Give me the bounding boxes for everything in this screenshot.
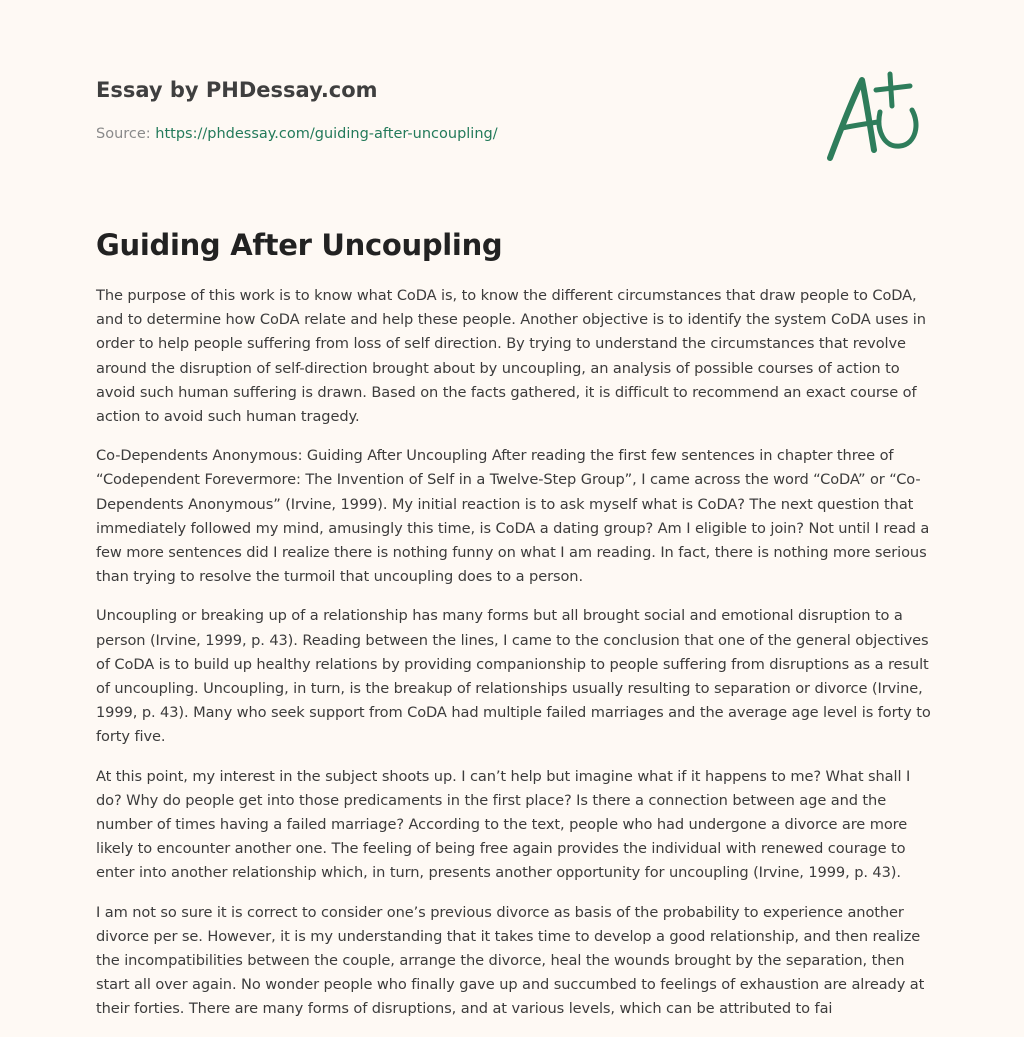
page-header bbox=[96, 76, 796, 144]
source-line bbox=[96, 124, 796, 144]
source-link[interactable]: https://phdessay.com/guiding-after-uncoupling/ bbox=[155, 126, 498, 142]
source-label: Source: bbox=[96, 126, 151, 142]
essay-paragraph: Uncoupling or breaking up of a relationship has many forms but all brought social and emotional disruption to a person (Irvine, 1999, p. 43). Reading between the lines, I came to the conclusion that one of the general objectives of CoDA is to build up healthy relations by providing companionship to people suffering from disruptions as a result of uncoupling. Uncoupling, in turn, is the breakup of relationships usually resulting to separation or divorce (Irvine, 1999, p. 43). Many who seek support from CoDA had multiple failed marriages and the average age level is forty to forty five. bbox=[96, 607, 931, 746]
essay-paragraph: The purpose of this work is to know what CoDA is, to know the different circumstances that draw people to CoDA, and to determine how CoDA relate and help these people. Another objective is to identify the system CoDA uses in order to help people suffering from loss of self direction. By trying to understand the circumstances that revolve around the disruption of self-direction brought about by uncoupling, an analysis of possible courses of action to avoid such human suffering is drawn. Based on the facts gathered, it is difficult to recommend an exact course of action to avoid such human tragedy. bbox=[96, 287, 926, 426]
a-plus-logo-icon bbox=[820, 66, 930, 166]
site-title: Essay by PHDessay.com bbox=[96, 78, 378, 102]
essay-body bbox=[96, 284, 936, 1037]
essay-paragraph: At this point, my interest in the subject shoots up. I can’t help but imagine what if it happens to me? What shall I do? Why do people get into those predicaments in the first place? Is there a connection between age and the number of times having a failed marriage? According to the text, people who had undergone a divorce are more likely to encounter another one. The feeling of being free again provides the individual with renewed courage to enter into another relationship which, in turn, presents another opportunity for uncoupling (Irvine, 1999, p. 43). bbox=[96, 767, 911, 882]
document-title: Guiding After Uncoupling bbox=[96, 228, 503, 262]
essay-paragraph: Co-Dependents Anonymous: Guiding After Uncoupling After reading the first few sentences in chapter three of “Codependent Forevermore: The Invention of Self in a Twelve-Step Group”, I came across the word “CoDA” or “Co-Dependents Anonymous” (Irvine, 1999). My initial reaction is to ask myself what is CoDA? The next question that immediately followed my mind, amusingly this time, is CoDA a dating group? Am I eligible to join? Not until I read a few more sentences did I realize there is nothing funny on what I am reading. In fact, there is nothing more serious than trying to resolve the turmoil that uncoupling does to a person. bbox=[96, 447, 930, 586]
essay-paragraph: I am not so sure it is correct to consider one’s previous divorce as basis of the probability to experience another divorce per se. However, it is my understanding that it takes time to develop a good relationship, and then realize the incompatibilities between the couple, arrange the divorce, heal the wounds brought by the separation, then start all over again. No wonder people who finally gave up and succumbed to feelings of exhaustion are already at their forties. There are many forms of disruptions, and at various levels, which can be attributed to fai bbox=[96, 903, 925, 1018]
